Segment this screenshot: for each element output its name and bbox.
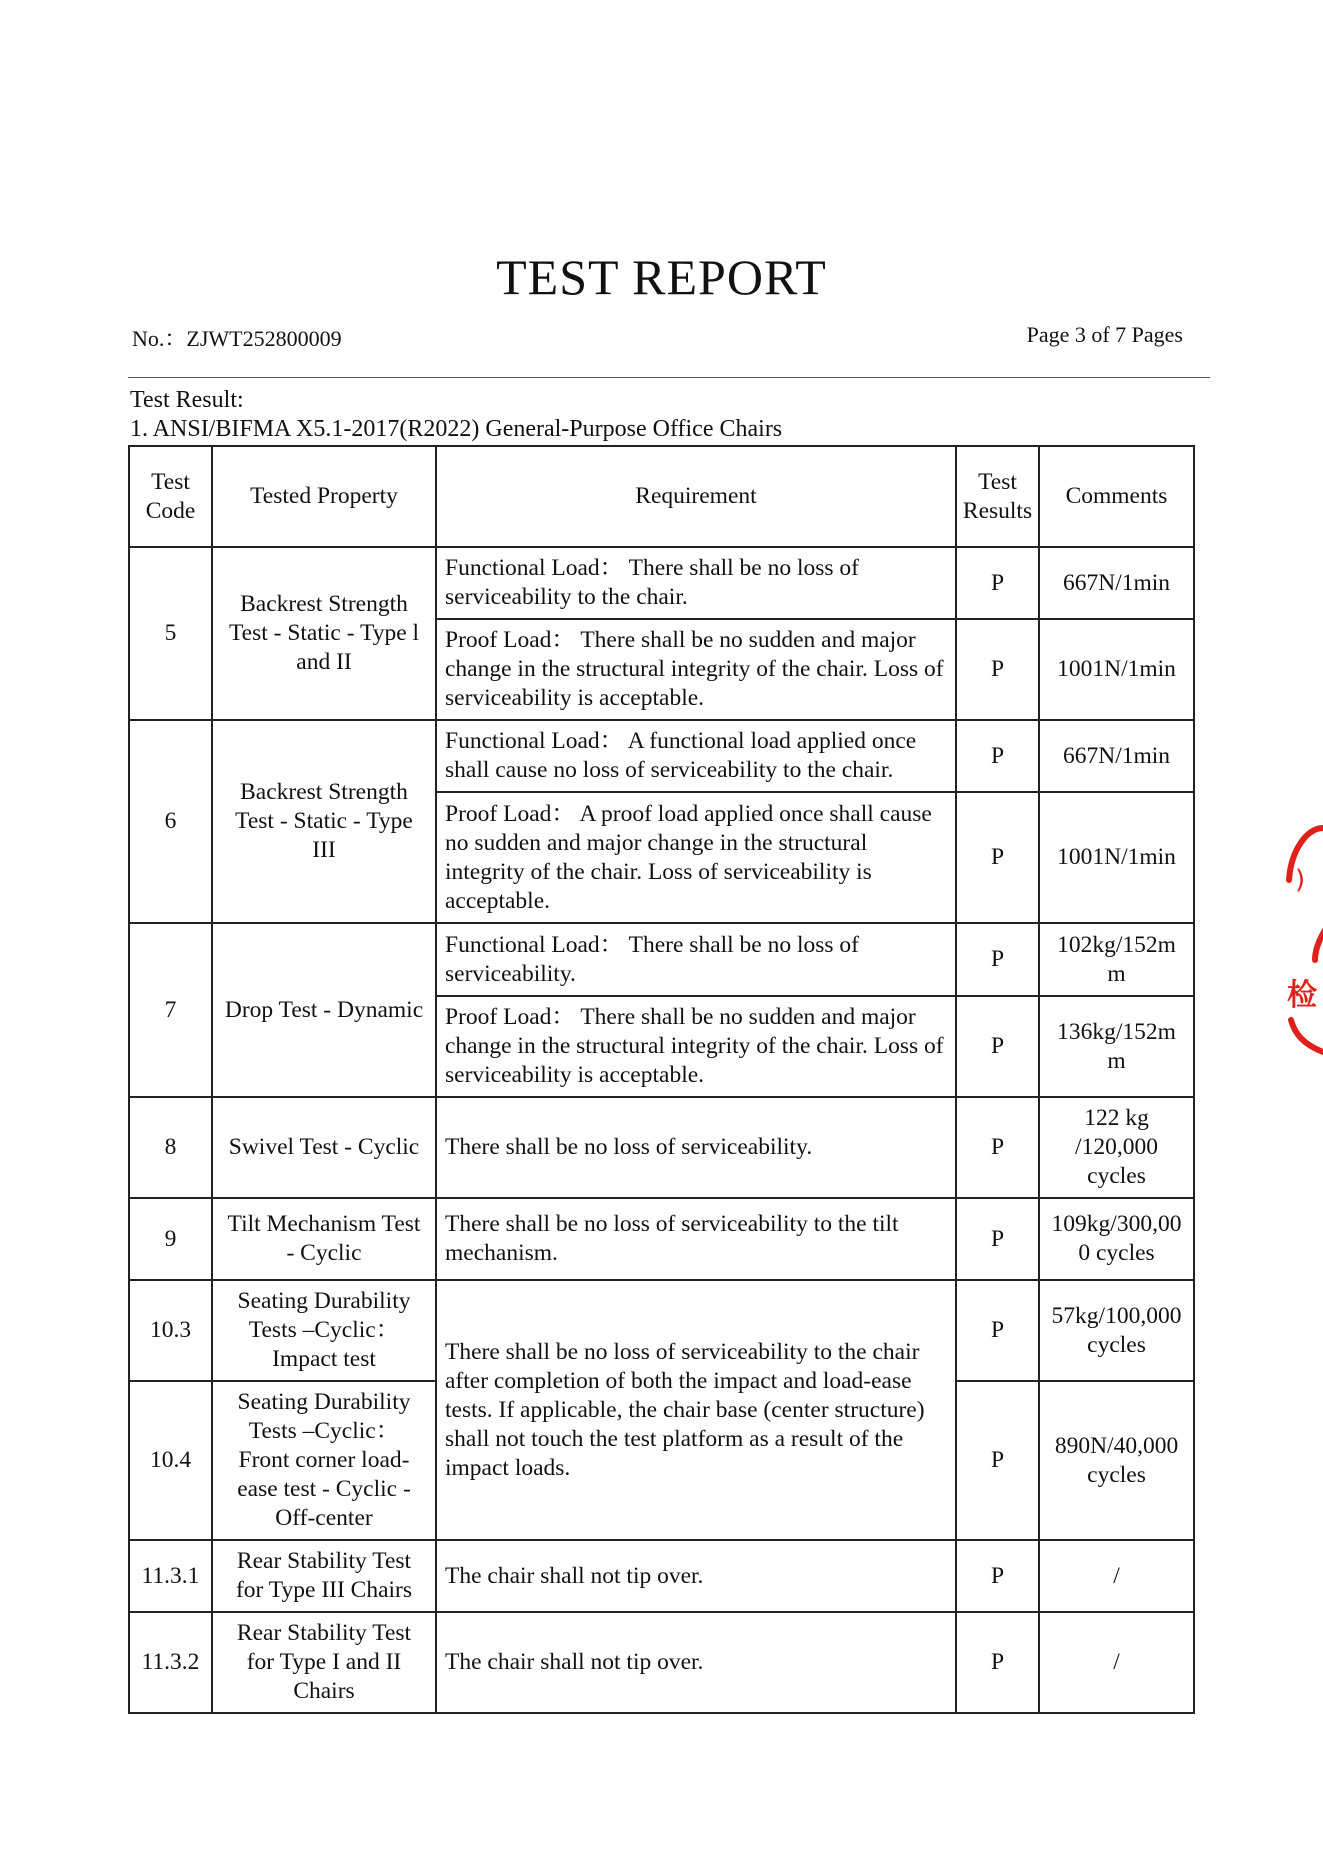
table-row — [129, 720, 1194, 792]
requirement: There shall be no loss of serviceability. — [436, 1097, 956, 1198]
table-row — [129, 1097, 1194, 1198]
requirement: There shall be no loss of serviceability to the tilt mechanism. — [436, 1198, 956, 1280]
test-code: 6 — [129, 720, 212, 923]
requirement: Proof Load： A proof load applied once shall cause no sudden and major change in the structural integrity of the chair. Loss of serviceability is acceptable. — [436, 792, 956, 923]
table-row — [129, 923, 1194, 996]
tested-property: Seating Durability Tests –Cyclic： Impact test — [212, 1280, 436, 1381]
standard-label: 1. ANSI/BIFMA X5.1-2017(R2022) General-Purpose Office Chairs — [130, 416, 783, 442]
test-result: P — [956, 1612, 1039, 1713]
comment: 1001N/1min — [1039, 792, 1194, 923]
table-row — [129, 1280, 1194, 1381]
table-row — [129, 1198, 1194, 1280]
requirement: Functional Load： There shall be no loss of serviceability. — [436, 923, 956, 996]
svg-text:检: 检 — [1287, 978, 1317, 1013]
comment: 102kg/152mm — [1039, 923, 1194, 996]
comment: / — [1039, 1540, 1194, 1612]
table-row — [129, 1612, 1194, 1713]
tested-property: Backrest Strength Test - Static - Type l and II — [212, 547, 436, 720]
requirement: Proof Load： There shall be no sudden and major change in the structural integrity of the chair. Loss of serviceability is acceptable. — [436, 996, 956, 1097]
requirement: The chair shall not tip over. — [436, 1540, 956, 1612]
test-code: 8 — [129, 1097, 212, 1198]
tested-property: Tilt Mechanism Test - Cyclic — [212, 1198, 436, 1280]
report-title: TEST REPORT — [496, 249, 827, 305]
header-tested-property: Tested Property — [212, 446, 436, 547]
official-seal-icon — [1285, 820, 1323, 1070]
test-code: 10.3 — [129, 1280, 212, 1381]
comment: 136kg/152mm — [1039, 996, 1194, 1097]
table-row — [129, 1540, 1194, 1612]
header-comments: Comments — [1039, 446, 1194, 547]
comment: 57kg/100,000 cycles — [1039, 1280, 1194, 1381]
header-test-code: Test Code — [129, 446, 212, 547]
test-code: 9 — [129, 1198, 212, 1280]
test-code: 5 — [129, 547, 212, 720]
test-code: 11.3.2 — [129, 1612, 212, 1713]
table-row — [129, 547, 1194, 619]
requirement: Functional Load： A functional load applied once shall cause no loss of serviceability to the chair. — [436, 720, 956, 792]
section-label: Test Result: — [130, 387, 244, 413]
test-result: P — [956, 792, 1039, 923]
test-result: P — [956, 1540, 1039, 1612]
table-header-row — [129, 446, 1194, 547]
comment: / — [1039, 1612, 1194, 1713]
requirement: Functional Load： There shall be no loss of serviceability to the chair. — [436, 547, 956, 619]
test-result: P — [956, 1198, 1039, 1280]
requirement: The chair shall not tip over. — [436, 1612, 956, 1713]
test-results-table — [128, 445, 1195, 1714]
tested-property: Backrest Strength Test - Static - Type III — [212, 720, 436, 923]
test-code: 10.4 — [129, 1381, 212, 1540]
requirement: There shall be no loss of serviceability to the chair after completion of both the impact and load-ease tests. If applicable, the chair base (center structure) shall not touch the test platform as a result of the impact loads. — [436, 1280, 956, 1540]
comment: 667N/1min — [1039, 547, 1194, 619]
comment: 1001N/1min — [1039, 619, 1194, 720]
tested-property: Drop Test - Dynamic — [212, 923, 436, 1097]
requirement: Proof Load： There shall be no sudden and major change in the structural integrity of the chair. Loss of serviceability is acceptable. — [436, 619, 956, 720]
test-result: P — [956, 1097, 1039, 1198]
header-divider — [128, 377, 1210, 378]
page-number: Page 3 of 7 Pages — [1026, 322, 1183, 347]
test-result: P — [956, 1280, 1039, 1381]
comment: 109kg/300,000 cycles — [1039, 1198, 1194, 1280]
test-code: 7 — [129, 923, 212, 1097]
test-result: P — [956, 923, 1039, 996]
report-number: No.：ZJWT252800009 — [132, 326, 342, 351]
comment: 122 kg /120,000 cycles — [1039, 1097, 1194, 1198]
tested-property: Rear Stability Test for Type III Chairs — [212, 1540, 436, 1612]
test-result: P — [956, 996, 1039, 1097]
test-result: P — [956, 720, 1039, 792]
test-result: P — [956, 619, 1039, 720]
tested-property: Seating Durability Tests –Cyclic： Front corner load-ease test - Cyclic - Off-center — [212, 1381, 436, 1540]
tested-property: Rear Stability Test for Type I and II Chairs — [212, 1612, 436, 1713]
header-requirement: Requirement — [436, 446, 956, 547]
comment: 890N/40,000 cycles — [1039, 1381, 1194, 1540]
test-result: P — [956, 1381, 1039, 1540]
svg-text:): ) — [1295, 865, 1306, 895]
test-code: 11.3.1 — [129, 1540, 212, 1612]
tested-property: Swivel Test - Cyclic — [212, 1097, 436, 1198]
comment: 667N/1min — [1039, 720, 1194, 792]
test-result: P — [956, 547, 1039, 619]
header-test-results: Test Results — [956, 446, 1039, 547]
